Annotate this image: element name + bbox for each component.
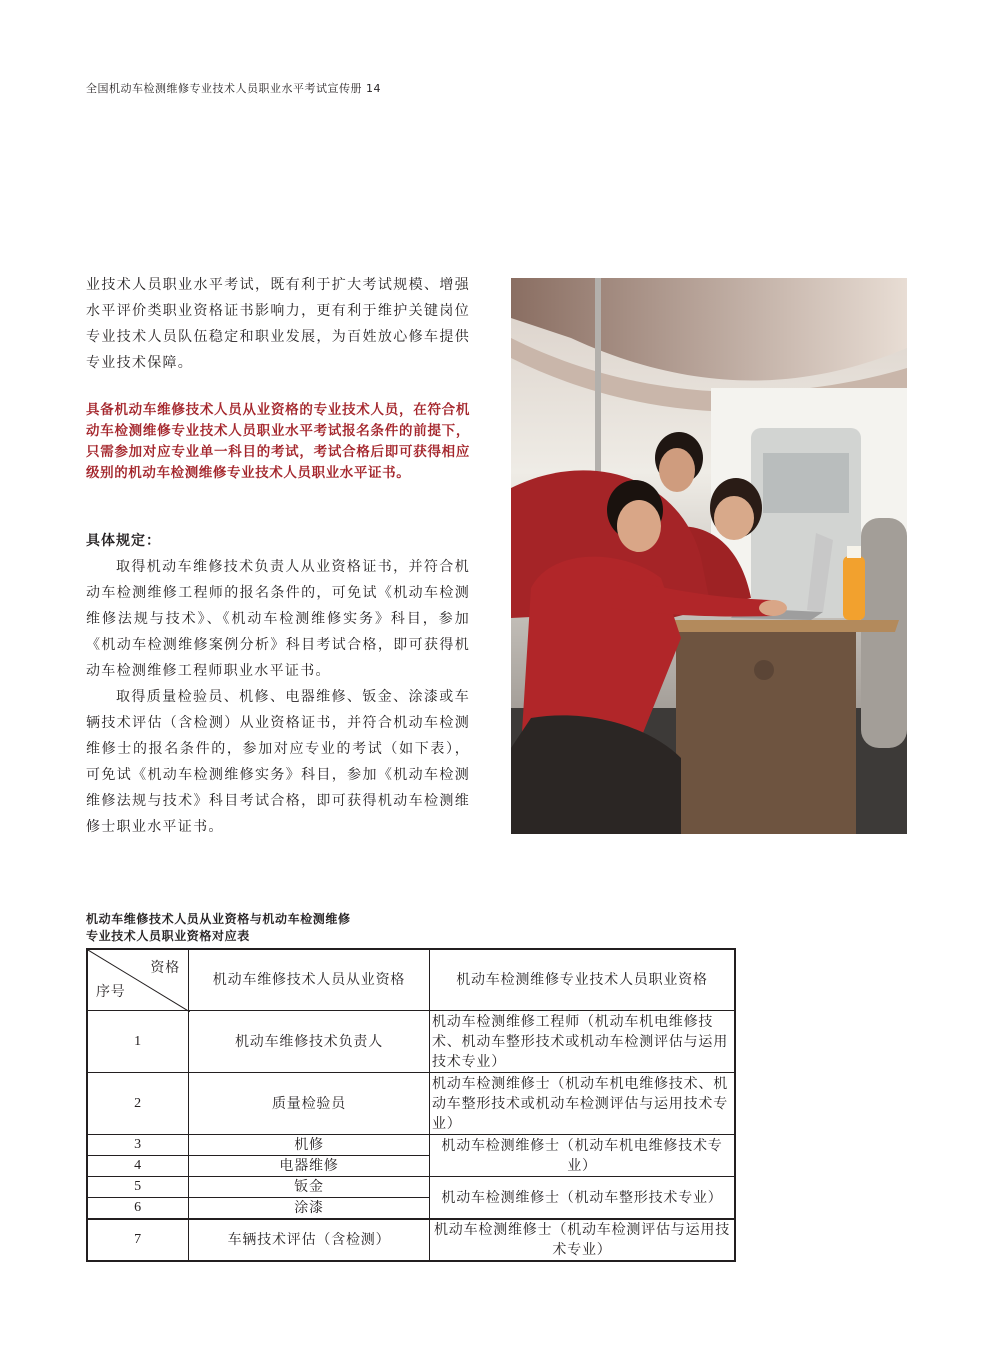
- row-number: 4: [87, 1156, 189, 1177]
- row-professional-qualification: 机动车检测维修士（机动车检测评估与运用技术专业）: [430, 1219, 736, 1261]
- header-number-label: 序号: [96, 984, 126, 1000]
- row-number: 7: [87, 1219, 189, 1261]
- row-number: 1: [87, 1011, 189, 1073]
- rules-body: [86, 554, 470, 840]
- qualification-table: [86, 948, 736, 1262]
- table-header-row: [87, 949, 735, 1011]
- table-row: [87, 1073, 735, 1135]
- row-practitioner-qualification: 电器维修: [189, 1156, 430, 1177]
- row-practitioner-qualification: 钣金: [189, 1177, 430, 1198]
- table-row: [87, 1011, 735, 1073]
- table-title: [86, 911, 351, 945]
- row-number: 2: [87, 1073, 189, 1135]
- table-row: [87, 1135, 735, 1156]
- table-title-line-2: 专业技术人员职业资格对应表: [86, 929, 250, 943]
- running-header: 全国机动车检测维修专业技术人员职业水平考试宣传册 14: [86, 82, 381, 95]
- header-diagonal-cell: [87, 949, 189, 1011]
- row-number: 6: [87, 1198, 189, 1220]
- row-practitioner-qualification: 质量检验员: [189, 1073, 430, 1135]
- row-number: 3: [87, 1135, 189, 1156]
- row-professional-qualification: 机动车检测维修士（机动车整形技术专业）: [430, 1177, 736, 1220]
- header-qualification-label: 资格: [150, 960, 180, 976]
- row-practitioner-qualification: 车辆技术评估（含检测）: [189, 1219, 430, 1261]
- row-practitioner-qualification: 机动车维修技术负责人: [189, 1011, 430, 1073]
- table-row: [87, 1177, 735, 1198]
- table-row: [87, 1219, 735, 1261]
- row-number: 5: [87, 1177, 189, 1198]
- row-professional-qualification: 机动车检测维修士（机动车机电维修技术、机动车整形技术或机动车检测评估与运用技术专业）: [430, 1073, 736, 1135]
- row-practitioner-qualification: 机修: [189, 1135, 430, 1156]
- header-col-practitioner: 机动车维修技术人员从业资格: [189, 949, 430, 1011]
- rules-heading: 具体规定：: [86, 533, 161, 549]
- highlight-paragraph: 具备机动车维修技术人员从业资格的专业技术人员，在符合机动车检测维修专业技术人员职业水平考试报名条件的前提下，只需参加对应专业单一科目的考试，考试合格后即可获得相应级别的机动车检测维修专业技术人员职业水平证书。: [86, 402, 470, 481]
- rules-paragraph-2: 取得质量检验员、机修、电器维修、钣金、涂漆或车辆技术评估（含检测）从业资格证书，并符合机动车检测维修士的报名条件的，参加对应专业的考试（如下表），可免试《机动车检测维修实务》科目，参加《机动车检测维修法规与技术》科目考试合格，即可获得机动车检测维修士职业水平证书。: [86, 689, 470, 835]
- row-professional-qualification: 机动车检测维修士（机动车机电维修技术专业）: [430, 1135, 736, 1177]
- photo-technicians-at-laptop: [511, 278, 907, 834]
- table-title-line-1: 机动车维修技术人员从业资格与机动车检测维修: [86, 912, 351, 926]
- row-professional-qualification: 机动车检测维修工程师（机动车机电维修技术、机动车整形技术或机动车检测评估与运用技术专业）: [430, 1011, 736, 1073]
- row-practitioner-qualification: 涂漆: [189, 1198, 430, 1220]
- rules-paragraph-1: 取得机动车维修技术负责人从业资格证书，并符合机动车检测维修工程师的报名条件的，可免试《机动车检测维修法规与技术》、《机动车检测维修实务》科目，参加《机动车检测维修案例分析》科目考试合格，即可获得机动车检测维修工程师职业水平证书。: [86, 559, 470, 679]
- header-col-professional: 机动车检测维修专业技术人员职业资格: [430, 949, 736, 1011]
- intro-paragraph: 业技术人员职业水平考试，既有利于扩大考试规模、增强水平评价类职业资格证书影响力，更有利于维护关键岗位专业技术人员队伍稳定和职业发展，为百姓放心修车提供专业技术保障。: [86, 277, 470, 371]
